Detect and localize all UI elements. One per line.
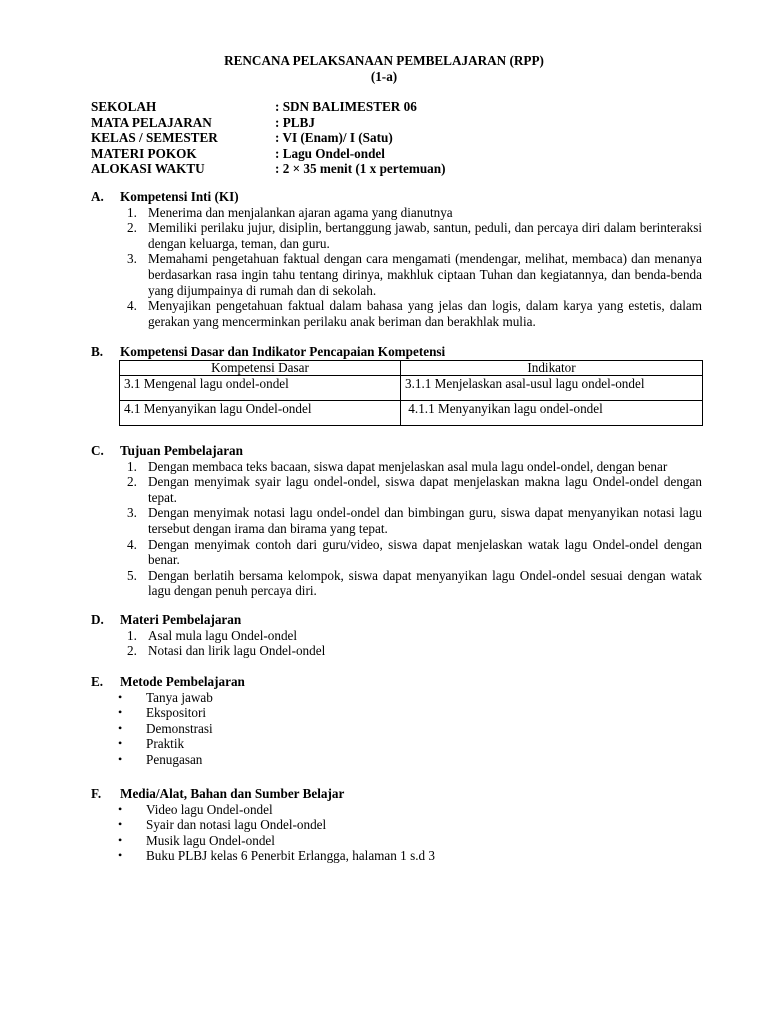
info-value: : PLBJ bbox=[275, 114, 315, 130]
info-value: : SDN BALIMESTER 06 bbox=[275, 99, 417, 114]
item-number: 1. bbox=[127, 458, 137, 474]
section-media bbox=[91, 786, 702, 864]
item-text: Tanya jawab bbox=[146, 689, 213, 705]
list-item bbox=[91, 802, 702, 818]
item-text: Buku PLBJ kelas 6 Penerbit Erlangga, halaman 1 s.d 3 bbox=[146, 848, 435, 864]
item-text: Penugasan bbox=[146, 751, 203, 767]
bullet-icon: • bbox=[118, 751, 123, 766]
list-item bbox=[91, 705, 702, 721]
section-letter: F. bbox=[91, 786, 102, 801]
info-label: MATERI POKOK bbox=[91, 145, 197, 161]
section-letter: A. bbox=[91, 189, 104, 204]
item-text: Dengan menyimak syair lagu ondel-ondel, siswa dapat menjelaskan makna lagu Ondel-ondel dengan tepat. bbox=[148, 474, 702, 505]
list-item bbox=[91, 298, 702, 329]
column-header-indikator: Indikator bbox=[401, 361, 703, 376]
section-kompetensi-inti bbox=[91, 189, 702, 329]
bullet-icon: • bbox=[118, 817, 123, 832]
section-title: Kompetensi Dasar dan Indikator Pencapaian Kompetensi bbox=[120, 344, 446, 359]
list-item bbox=[91, 474, 702, 505]
item-text: Dengan membaca teks bacaan, siswa dapat menjelaskan asal mula lagu ondel-ondel, dengan benar bbox=[148, 458, 668, 474]
document-subtitle: (1-a) bbox=[370, 69, 398, 84]
item-text: Dengan menyimak contoh dari guru/video, siswa dapat menjelaskan watak lagu Ondel-ondel dengan benar. bbox=[148, 536, 702, 568]
section-materi bbox=[91, 612, 702, 659]
item-number: 2. bbox=[127, 220, 137, 236]
section-heading bbox=[91, 443, 702, 459]
list-item bbox=[91, 628, 702, 644]
list-item bbox=[91, 721, 702, 737]
bullet-icon: • bbox=[118, 736, 123, 751]
list-item bbox=[91, 848, 702, 864]
list-item bbox=[91, 505, 702, 536]
info-row-materi bbox=[91, 146, 446, 162]
item-text: Menyajikan pengetahuan faktual dalam bahasa yang jelas dan logis, dalam karya yang estetis, dalam gerakan yang mencerminkan perilaku anak beriman dan berakhlak mulia. bbox=[148, 298, 702, 329]
item-number: 2. bbox=[127, 474, 137, 490]
section-heading bbox=[91, 786, 702, 802]
materi-list bbox=[91, 628, 702, 659]
list-item bbox=[91, 568, 702, 599]
item-text: Ekspositori bbox=[146, 705, 207, 721]
kd-indikator-table bbox=[119, 360, 703, 426]
item-text: Demonstrasi bbox=[146, 720, 213, 736]
item-text: Menerima dan menjalankan ajaran agama yang dianutnya bbox=[148, 204, 453, 220]
item-text: Video lagu Ondel-ondel bbox=[146, 801, 273, 817]
section-title: Materi Pembelajaran bbox=[120, 612, 242, 627]
bullet-icon: • bbox=[118, 832, 123, 847]
column-header-kd: Kompetensi Dasar bbox=[120, 361, 401, 376]
bullet-icon: • bbox=[118, 689, 123, 704]
section-kompetensi-dasar bbox=[91, 344, 702, 360]
table-row bbox=[120, 401, 703, 426]
item-text: Memiliki perilaku jujur, disiplin, bertanggung jawab, santun, peduli, dan percaya diri dalam berinteraksi dengan keluarga, teman, dan guru. bbox=[148, 220, 702, 251]
item-number: 2. bbox=[127, 643, 137, 659]
list-item bbox=[91, 833, 702, 849]
section-heading bbox=[91, 189, 702, 205]
table-cell: 3.1.1 Menjelaskan asal-usul lagu ondel-ondel bbox=[401, 376, 703, 401]
table-cell: 4.1.1 Menyanyikan lagu ondel-ondel bbox=[401, 401, 703, 426]
info-label: MATA PELAJARAN bbox=[91, 114, 212, 130]
item-number: 1. bbox=[127, 627, 137, 643]
bullet-icon: • bbox=[118, 801, 123, 816]
list-item bbox=[91, 752, 702, 768]
list-item bbox=[91, 643, 702, 659]
ki-list bbox=[91, 205, 702, 330]
item-text: Dengan menyimak notasi lagu ondel-ondel dan bimbingan guru, siswa dapat menyanyikan notasi lagu tersebut dengan irama dan birama yang tepat. bbox=[148, 505, 702, 536]
info-label: ALOKASI WAKTU bbox=[91, 161, 205, 177]
section-title: Kompetensi Inti (KI) bbox=[120, 189, 239, 204]
table-row bbox=[120, 376, 703, 401]
section-metode bbox=[91, 674, 702, 768]
table-cell: 3.1 Mengenal lagu ondel-ondel bbox=[120, 376, 401, 401]
section-tujuan bbox=[91, 443, 702, 599]
item-number: 3. bbox=[127, 505, 137, 521]
section-letter: D. bbox=[91, 612, 104, 627]
list-item bbox=[91, 220, 702, 251]
info-row-kelas bbox=[91, 130, 446, 146]
info-label: SEKOLAH bbox=[91, 99, 157, 114]
section-heading bbox=[91, 674, 702, 690]
item-text: Notasi dan lirik lagu Ondel-ondel bbox=[148, 643, 326, 659]
item-text: Asal mula lagu Ondel-ondel bbox=[148, 627, 298, 643]
info-row-mapel bbox=[91, 115, 446, 131]
info-label: KELAS / SEMESTER bbox=[91, 130, 218, 146]
list-item bbox=[91, 736, 702, 752]
item-text: Praktik bbox=[146, 736, 185, 752]
metode-list bbox=[91, 690, 702, 768]
item-text: Syair dan notasi lagu Ondel-ondel bbox=[146, 817, 327, 833]
bullet-icon: • bbox=[118, 720, 123, 735]
item-number: 5. bbox=[127, 567, 137, 583]
section-heading bbox=[91, 344, 702, 360]
section-heading bbox=[91, 612, 702, 628]
tujuan-list bbox=[91, 459, 702, 599]
identity-block bbox=[91, 99, 446, 177]
document-title: RENCANA PELAKSANAAN PEMBELAJARAN (RPP) bbox=[224, 53, 544, 68]
item-number: 4. bbox=[127, 536, 137, 552]
item-number: 1. bbox=[127, 204, 137, 220]
info-row-alokasi bbox=[91, 161, 446, 177]
section-title: Media/Alat, Bahan dan Sumber Belajar bbox=[120, 786, 345, 801]
item-text: Dengan berlatih bersama kelompok, siswa dapat menyanyikan lagu Ondel-ondel sesuai dengan watak lagu dengan penuh percaya diri. bbox=[148, 567, 702, 599]
section-letter: B. bbox=[91, 344, 104, 359]
media-list bbox=[91, 802, 702, 864]
list-item bbox=[91, 690, 702, 706]
list-item bbox=[91, 459, 702, 475]
section-letter: E. bbox=[91, 674, 104, 689]
item-text: Musik lagu Ondel-ondel bbox=[146, 832, 275, 848]
bullet-icon: • bbox=[118, 705, 123, 720]
info-value: : 2 × 35 menit (1 x pertemuan) bbox=[275, 161, 446, 177]
table-cell: 4.1 Menyanyikan lagu Ondel-ondel bbox=[120, 401, 401, 426]
list-item bbox=[91, 817, 702, 833]
section-title: Tujuan Pembelajaran bbox=[120, 443, 243, 458]
list-item bbox=[91, 537, 702, 568]
info-value: : VI (Enam)/ I (Satu) bbox=[275, 130, 393, 146]
item-text: Memahami pengetahuan faktual dengan cara mengamati (mendengar, melihat, membaca) dan menanya berdasarkan rasa ingin tahu tentang dirinya, makhluk ciptaan Tuhan dan kegiatannya, dan benda-benda yang dijumpainya di rumah dan di sekolah. bbox=[148, 251, 702, 298]
list-item bbox=[91, 205, 702, 221]
list-item bbox=[91, 251, 702, 298]
section-title: Metode Pembelajaran bbox=[120, 674, 245, 689]
item-number: 3. bbox=[127, 251, 137, 267]
table-header-row bbox=[120, 361, 703, 376]
info-row-sekolah bbox=[91, 99, 446, 115]
info-value: : Lagu Ondel-ondel bbox=[275, 145, 385, 161]
bullet-icon: • bbox=[118, 848, 123, 863]
item-number: 4. bbox=[127, 298, 137, 314]
section-letter: C. bbox=[91, 443, 104, 458]
